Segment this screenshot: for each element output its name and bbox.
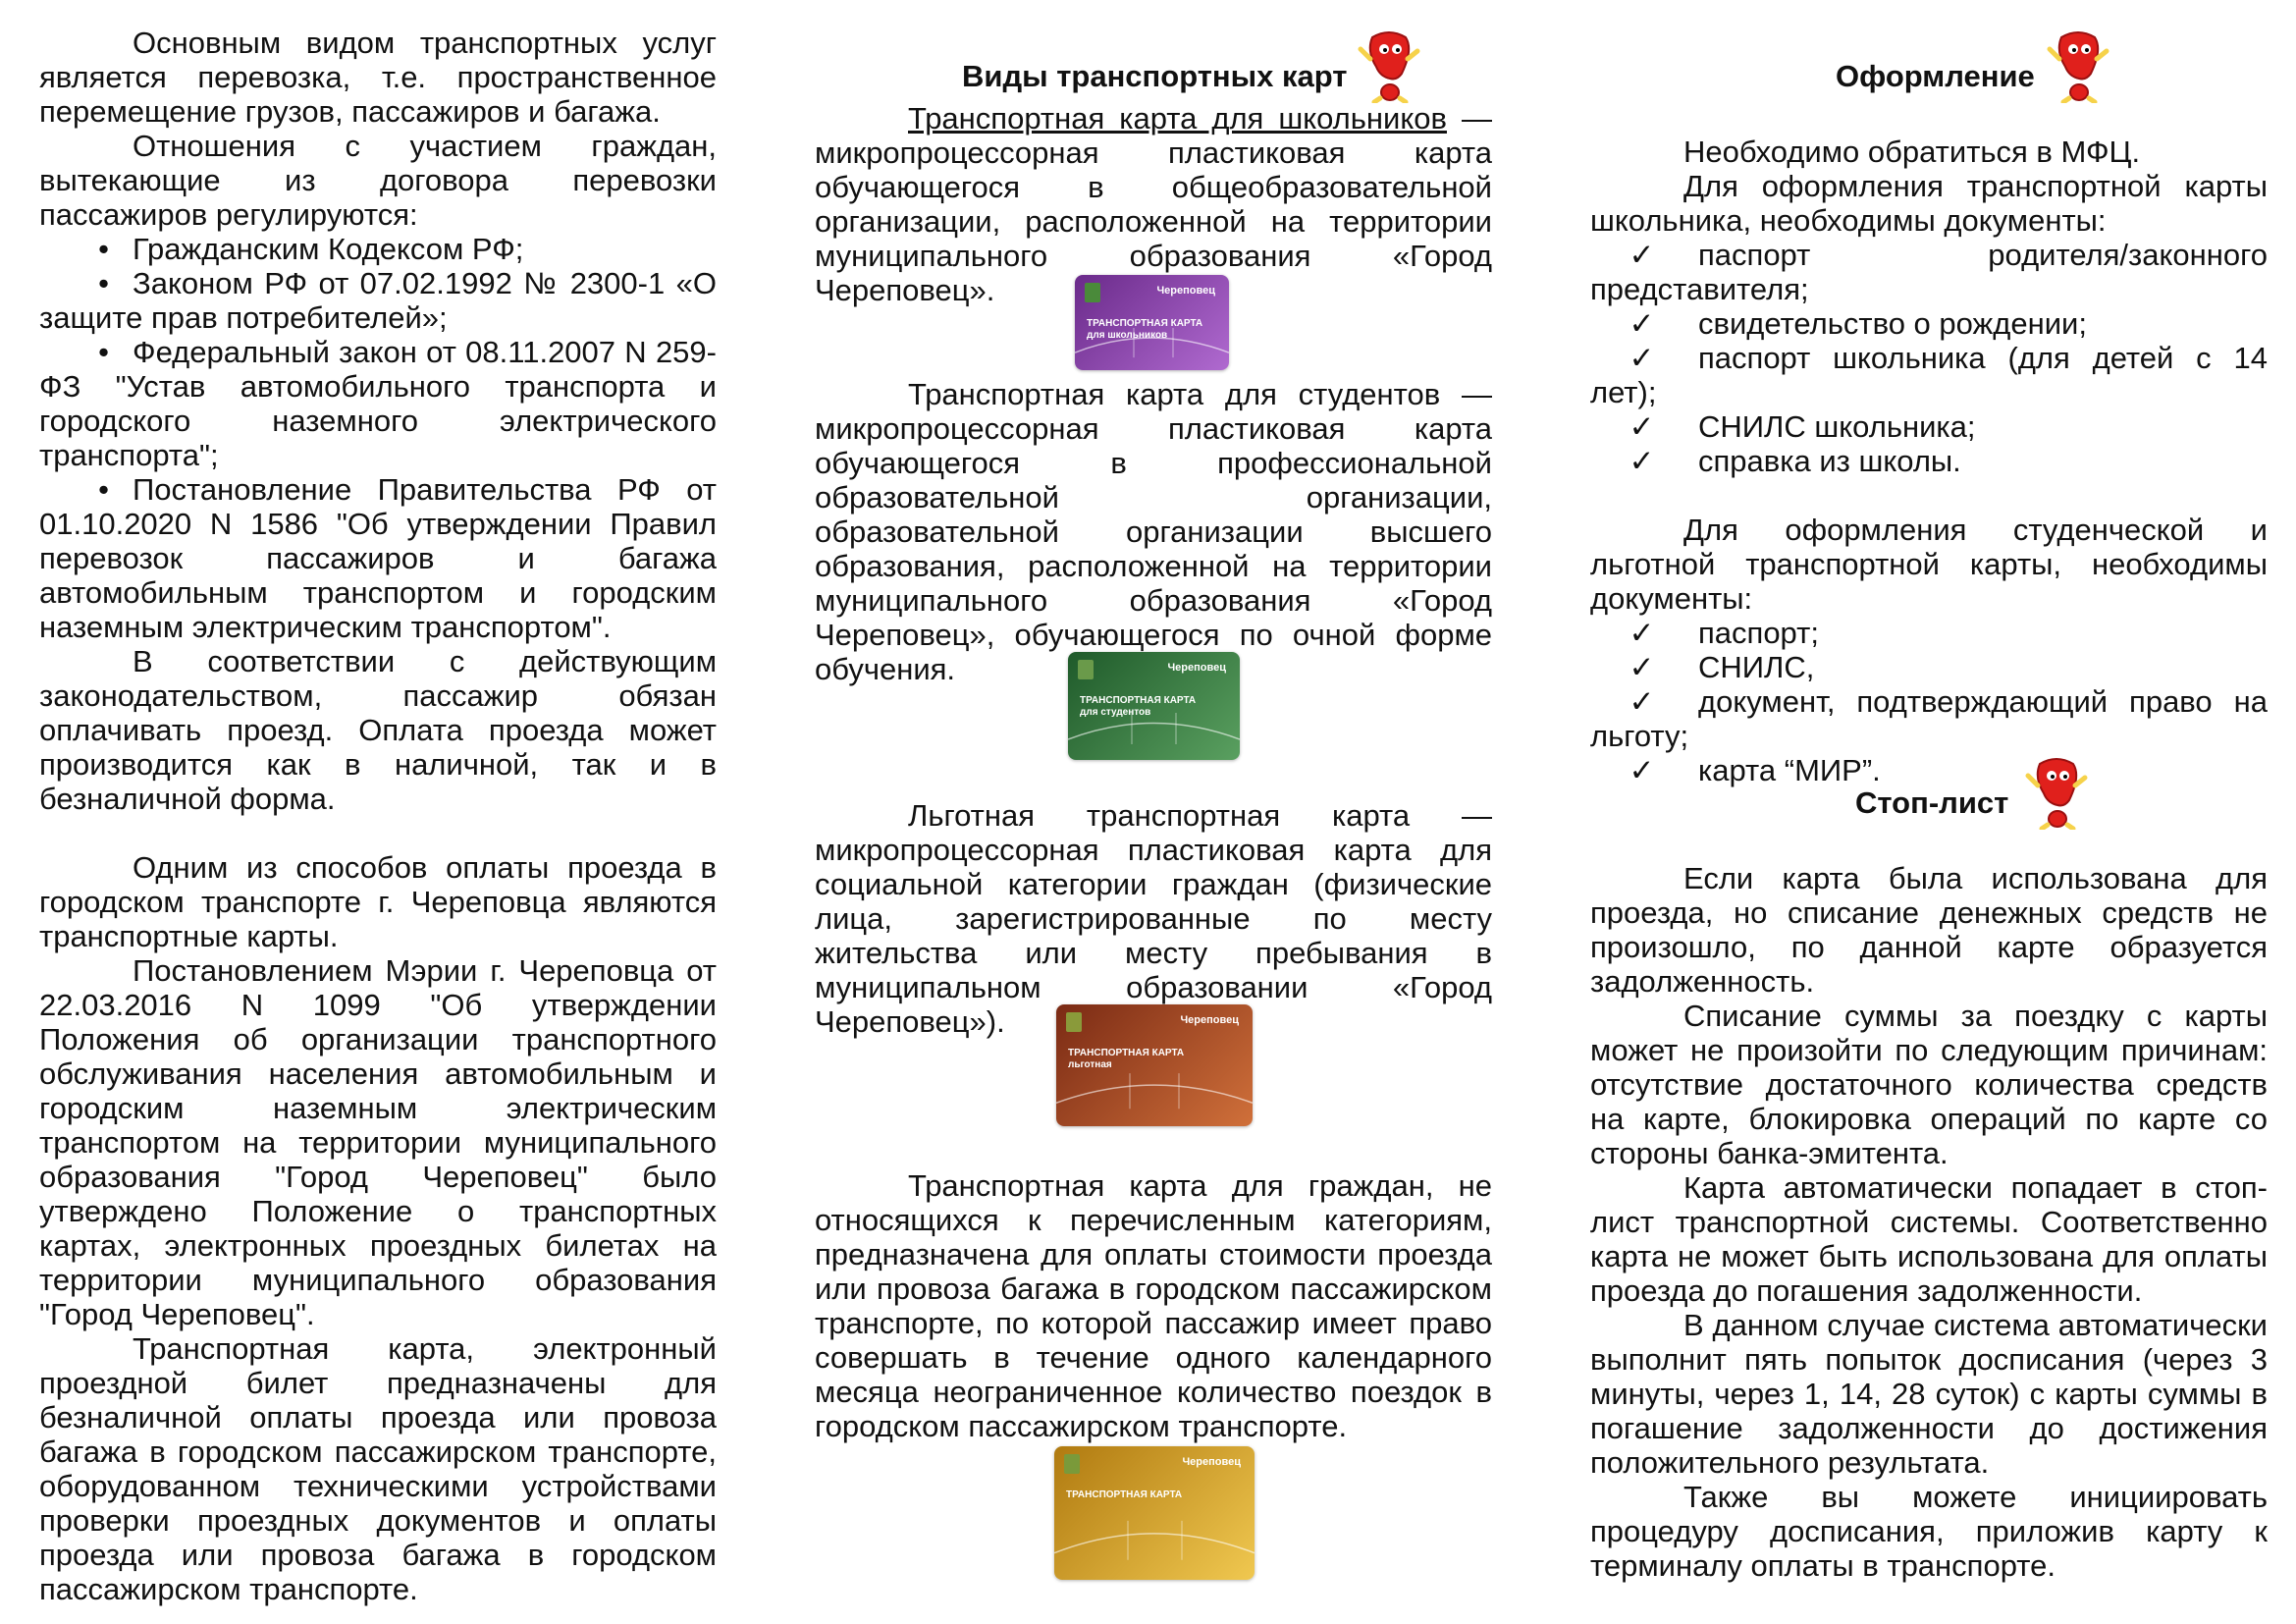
- card-title: ТРАНСПОРТНАЯ КАРТА для школьников: [1087, 318, 1203, 341]
- list-item: ✓ свидетельство о рождении;: [1590, 306, 2268, 341]
- check-icon: ✓: [1629, 238, 1655, 272]
- bullet-icon: •: [98, 232, 109, 266]
- student-docs-list: [1590, 616, 2268, 787]
- stop-list-paragraph: Карта автоматически попадает в стоп-лист транспортной системы. Соответственно карта не может быть использована для оплаты проезда до погашения задолженности.: [1590, 1170, 2268, 1308]
- auto-retry-paragraph: В данном случае система автоматически выполнит пять попыток досписания (через 3 минуты, через 1, 14, 28 суток) с карты суммы в погашение задолженности до достижения положительного результата.: [1590, 1308, 2268, 1480]
- list-item: • Гражданским Кодексом РФ;: [39, 232, 717, 266]
- card-city: Череповец: [1180, 1014, 1239, 1026]
- list-item: • Федеральный закон от 08.11.2007 N 259-ФЗ "Устав автомобильного транспорта и городского наземного электрического транспорта";: [39, 335, 717, 472]
- card-title: ТРАНСПОРТНАЯ КАРТА для студентов: [1080, 695, 1197, 718]
- payment-methods-paragraph: Одним из способов оплаты проезда в городском транспорте г. Череповца являются транспортные карты.: [39, 850, 717, 953]
- list-item: ✓ паспорт родителя/законного представителя;: [1590, 238, 2268, 306]
- card-city: Череповец: [1182, 1456, 1241, 1468]
- mascot-icon: [2020, 756, 2094, 830]
- school-card-image: [1075, 275, 1229, 370]
- emblem-icon: [1066, 1012, 1082, 1032]
- check-icon: ✓: [1629, 684, 1655, 719]
- list-item: ✓ паспорт школьника (для детей с 14 лет);: [1590, 341, 2268, 409]
- list-item: ✓ документ, подтверждающий право на льготу;: [1590, 684, 2268, 753]
- relations-paragraph: Отношения с участием граждан, вытекающие из договора перевозки пассажиров регулируются:: [39, 129, 717, 232]
- emblem-icon: [1085, 283, 1100, 302]
- card-purpose-paragraph: Транспортная карта, электронный проездной билет предназначены для безналичной оплаты проезда или провоза багажа в городском пассажирском транспорте, оборудованном техническими устройствами проверки проездных документов и оплаты проезда или провоза багажа в городском пассажирском транспорте.: [39, 1331, 717, 1606]
- general-card-paragraph: Транспортная карта для граждан, не относящихся к перечисленным категориям, предназначена для оплаты стоимости проезда или провоза багажа в городском пассажирском транспорте, по которой пассажир имеет право совершать в течение одного календарного месяца неограниченное количество поездок в городском пассажирском транспорте.: [815, 1168, 1492, 1443]
- regulation-paragraph: Постановлением Мэрии г. Череповца от 22.03.2016 N 1099 "Об утверждении Положения об организации транспортного обслуживания населения автомобильным и городским наземным электрическим транспортом на территории муниципального образования "Город Череповец" было утверждено Положение о транспортных картах, электронных проездных билетах на территории муниципального образования "Город Череповец".: [39, 953, 717, 1331]
- registration-heading: Оформление: [1836, 59, 2035, 93]
- school-docs-list: [1590, 238, 2268, 478]
- manual-retry-paragraph: Также вы можете инициировать процедуру досписания, приложив карту к терминалу оплаты в транспорте.: [1590, 1480, 2268, 1583]
- bridge-icon: [1068, 695, 1240, 760]
- check-icon: ✓: [1629, 444, 1655, 478]
- benefit-card-paragraph: Льготная транспортная карта — микропроцессорная пластиковая карта для социальной категории граждан (физические лица, зарегистрированные по месту жительства или месту пребывания в муниципальном образовании «Город Череповец»).: [815, 798, 1492, 1039]
- list-item: • Постановление Правительства РФ от 01.10.2020 N 1586 "Об утверждении Правил перевозок пассажиров и багажа автомобильным транспортом и городским наземным электрическим транспортом".: [39, 472, 717, 644]
- list-item: ✓ карта “МИР”.: [1590, 753, 2268, 787]
- bullet-icon: •: [98, 472, 109, 507]
- school-card-term: Транспортная карта для школьников: [908, 101, 1447, 135]
- emblem-icon: [1064, 1454, 1080, 1474]
- check-icon: ✓: [1629, 753, 1655, 787]
- debt-paragraph: Если карта была использована для проезда, но списание денежных средств не произошло, по данной карте образуется задолженность.: [1590, 861, 2268, 999]
- check-icon: ✓: [1629, 616, 1655, 650]
- intro-paragraph: Основным видом транспортных услуг является перевозка, т.е. пространственное перемещение грузов, пассажиров и багажа.: [39, 26, 717, 129]
- bullet-icon: •: [98, 335, 109, 369]
- list-item: ✓ справка из школы.: [1590, 444, 2268, 478]
- check-icon: ✓: [1629, 341, 1655, 375]
- mascot-icon: [2042, 29, 2115, 103]
- school-docs-intro: Для оформления транспортной карты школьника, необходимы документы:: [1590, 169, 2268, 238]
- school-card-paragraph: Транспортная карта для школьников — микропроцессорная пластиковая карта обучающегося в общеобразовательной организации, расположенной на территории муниципального образования «Город Череповец».: [815, 101, 1492, 307]
- bridge-icon: [1056, 1054, 1253, 1126]
- list-item: ✓ СНИЛС,: [1590, 650, 2268, 684]
- bridge-icon: [1054, 1499, 1255, 1580]
- emblem-icon: [1078, 660, 1094, 679]
- card-types-heading: Виды транспортных карт: [962, 59, 1348, 93]
- mascot-icon: [1353, 29, 1426, 103]
- check-icon: ✓: [1629, 409, 1655, 444]
- obligation-paragraph: В соответствии с действующим законодательством, пассажир обязан оплачивать проезд. Оплата проезда может производится как в наличной, так и в безналичной форма.: [39, 644, 717, 816]
- law-list: [39, 232, 717, 644]
- card-title: ТРАНСПОРТНАЯ КАРТА льготная: [1068, 1048, 1185, 1070]
- check-icon: ✓: [1629, 650, 1655, 684]
- stop-list-heading: Стоп-лист: [1855, 785, 2009, 820]
- bridge-icon: [1075, 313, 1229, 370]
- card-city: Череповец: [1156, 285, 1215, 297]
- student-card-image: [1068, 652, 1240, 760]
- list-item: ✓ паспорт;: [1590, 616, 2268, 650]
- mfc-paragraph: Необходимо обратиться в МФЦ.: [1683, 135, 2141, 169]
- benefit-card-image: [1056, 1004, 1253, 1126]
- student-card-paragraph: Транспортная карта для студентов — микропроцессорная пластиковая карта обучающегося в профессиональной образовательной организации, образовательной организации высшего образования, расположенной на территории муниципального образования «Город Череповец», обучающегося по очной форме обучения.: [815, 377, 1492, 686]
- student-docs-intro: Для оформления студенческой и льготной транспортной карты, необходимы документы:: [1590, 513, 2268, 616]
- general-card-image: [1054, 1446, 1255, 1580]
- card-title: ТРАНСПОРТНАЯ КАРТА: [1066, 1489, 1183, 1500]
- check-icon: ✓: [1629, 306, 1655, 341]
- bullet-icon: •: [98, 266, 109, 300]
- card-city: Череповец: [1167, 662, 1226, 674]
- list-item: • Законом РФ от 07.02.1992 № 2300-1 «О защите прав потребителей»;: [39, 266, 717, 335]
- list-item: ✓ СНИЛС школьника;: [1590, 409, 2268, 444]
- reasons-paragraph: Списание суммы за поездку с карты может не произойти по следующим причинам: отсутствие достаточного количества средств на карте, блокировка операций по карте со стороны банка-эмитента.: [1590, 999, 2268, 1170]
